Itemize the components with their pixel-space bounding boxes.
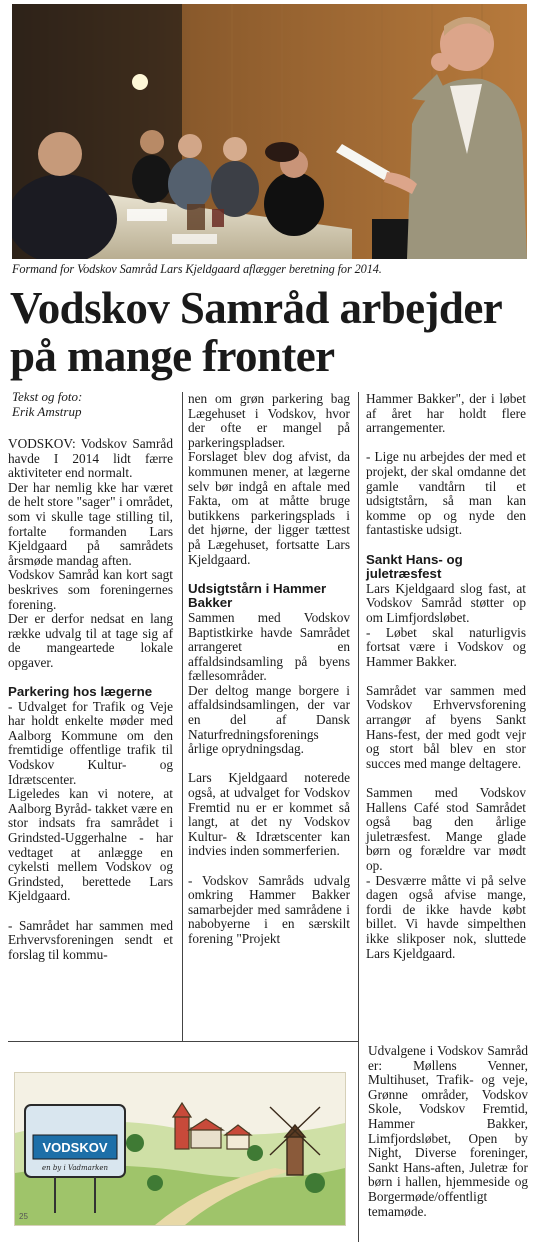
body-paragraph: Samrådet var sammen med Vodskov Erhvervsforening arrangør af byens Sankt Hans-fest, der med godt vejr og stort bål blev en stor succes med mange deltagere.	[366, 682, 526, 771]
body-paragraph: - Lige nu arbejdes der med et projekt, der skal omdanne det gamle vandtårn til et udsigtstårn, så man kan komme op og nyde den fantastiske udsigt.	[366, 449, 526, 538]
body-paragraph: - Løbet skal naturligvis fortsat være i Vodskov og Hammer Bakker.	[366, 624, 526, 669]
illustration-sign-text: VODSKOV	[42, 1140, 108, 1155]
subheading-line: Udsigtstårn i Hammer	[188, 580, 327, 596]
column-divider	[358, 1042, 359, 1242]
body-paragraph: Udvalgene i Vodskov Samråd er: Møllens Venner, Multihuset, Trafik- og veje, Grønne områder, Vodskov Skole, Vodskov Fremtid, Hammer Bakker, Limfjordsløbet, Open by Night, Diverse foreninger, Sankt Hans-aften, Juletræ for børn i hallen, hjemmeside og Borgermøde/offentligt temamøde.	[368, 1043, 528, 1219]
illustration-sign-subtitle: en by i Vadmarken	[41, 1164, 109, 1172]
byline	[12, 389, 182, 419]
photo-caption: Formand for Vodskov Samråd Lars Kjeldgaard aflægger beretning for 2014.	[12, 262, 382, 276]
body-paragraph: Vodskov Samråd kan kort sagt beskrives som foreningernes forening.	[8, 567, 173, 612]
body-paragraph: nen om grøn parkering bag Lægehuset i Vodskov, hvor der ofte er mangel på parkeringspladser.	[188, 391, 350, 450]
vodskov-illustration-image	[15, 1073, 345, 1225]
body-paragraph: Forslaget blev dog afvist, da kommunen mener, at lægerne selv bør indgå en aftale med Fakta, om at måtte bruge butikkens parkeringsplads i det hjørne, der ligger tættest på Lægehuset, fortsatte Lars Kjeldgaard.	[188, 449, 350, 567]
body-paragraph: - Samrådet har sammen med Erhvervsforeningen sendt et forslag til kommu-	[8, 917, 173, 962]
body-paragraph: Sammen med Vodskov Hallens Café stod Samrådet også bag den årlige juletræsfest. Mange glade børn og forældre var mødt op.	[366, 785, 526, 873]
body-paragraph: Hammer Bakker", der i løbet af året har holdt flere arrangementer.	[366, 391, 526, 436]
body-paragraph: - Desværre måtte vi på selve dagen også afvise mange, fordi de ikke havde købt billet. Vi havde simpelthen ikke slikposer nok, sluttede Lars Kjeldgaard.	[366, 872, 526, 961]
article-column-1	[8, 437, 173, 962]
body-paragraph: - Udvalget for Trafik og Veje har holdt enkelte møder med Aalborg Kommune om den fremtidige offentlige trafik til Vodskov Kultur- og Idrætscenter.	[8, 698, 173, 787]
subheading-line: Sankt Hans- og	[366, 551, 463, 567]
body-paragraph: - Vodskov Samråds udvalg omkring Hammer Bakker samarbejder med samrådene i nabobyerne i en særskilt forening "Projekt	[188, 872, 350, 946]
meeting-photo	[12, 4, 527, 259]
byline-author: Erik Amstrup	[12, 404, 82, 419]
section-divider	[8, 1041, 358, 1042]
article-column-3	[366, 392, 526, 961]
column-divider	[182, 392, 183, 1042]
illustration-corner-mark: 25	[19, 1212, 28, 1221]
committees-factbox	[368, 1044, 528, 1219]
subheading-line: Bakker	[188, 595, 233, 611]
body-paragraph: Lars Kjeldgaard noterede også, at udvalget for Vodskov Fremtid nu er er kommet så langt, at det ny Vodskov Kultur- & Idrætscenter kan indvies inden sommerferien.	[188, 770, 350, 859]
subheading	[188, 582, 350, 611]
body-paragraph: Der er derfor nedsat en lang række udvalg til at tage sig af de mangeartede lokale opgaver.	[8, 611, 173, 670]
headline: Vodskov Samråd arbejder på mange fronter	[10, 283, 502, 381]
body-paragraph: Lars Kjeldgaard slog fast, at Vodskov Samråd støtter op om Limfjordsløbet.	[366, 580, 526, 625]
body-paragraph: Der deltog mange borgere i affaldsindsamlingen, der var en del af Dansk Naturfredningsforenings årlige oprydningsdag.	[188, 682, 350, 757]
meeting-photo-image	[12, 4, 527, 259]
subheading: Parkering hos lægerne	[8, 684, 153, 700]
column-divider	[358, 392, 359, 1042]
body-paragraph: Sammen med Vodskov Baptistkirke havde Samrådet arrangeret en affaldsindsamling på byens fællesområder.	[188, 609, 350, 684]
body-paragraph: Der har nemlig kke har været de helt store "sager" i området, som vi skulle tage stilling til, fortalte formanden Lars Kjeldgaard på samrådets årsmøde mandag aften.	[8, 479, 173, 568]
article-column-2	[188, 392, 350, 947]
vodskov-illustration	[14, 1072, 346, 1226]
subheading	[366, 553, 526, 582]
subheading-line: juletræsfest	[366, 566, 442, 582]
body-paragraph: Ligeledes kan vi notere, at Aalborg Byråd- takket være en stor indsats fra samrådet i Grindsted-Uggerhalne - har vedtaget at anlægge en cykelsti mellem Vodskov og Grindsted, berettede Lars Kjeldgaard.	[8, 786, 173, 904]
body-paragraph: VODSKOV: Vodskov Samråd havde I 2014 lidt færre aktiviteter end normalt.	[8, 436, 173, 481]
byline-label: Tekst og foto:	[12, 389, 83, 404]
